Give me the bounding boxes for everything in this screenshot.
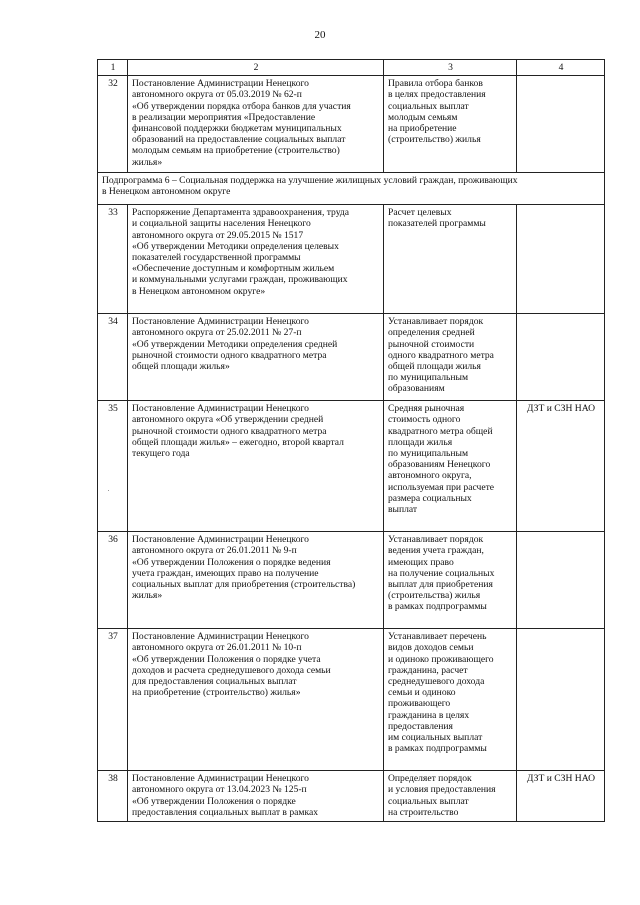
- description-line: в рамках подпрограммы: [388, 601, 487, 613]
- responsible-organization: [517, 76, 605, 173]
- document-line: для предоставления социальных выплат: [132, 676, 297, 688]
- description-line: выплат для приобретения: [388, 579, 493, 591]
- description-line: гражданина в целях: [388, 709, 470, 721]
- row-number: 35: [98, 401, 128, 532]
- subprogram-line: в Ненецком автономном округе: [102, 186, 231, 198]
- document-line: текущего года: [132, 448, 190, 460]
- description-line: Устанавливает перечень: [388, 631, 487, 643]
- description-cell: [384, 771, 517, 822]
- document-line: жилья»: [132, 590, 163, 602]
- description-line: Устанавливает порядок: [388, 534, 484, 546]
- document-line: на приобретение (строительство) жилья»: [132, 687, 301, 699]
- row-number: 33: [98, 205, 128, 314]
- responsible-organization: [517, 314, 605, 401]
- subprogram-line: Подпрограмма 6 – Социальная поддержка на улучшение жилищных условий граждан, проживающих: [102, 175, 518, 187]
- document-line: автономного округа от 29.05.2015 № 1517: [132, 229, 304, 241]
- header-col-3: 3: [384, 60, 517, 76]
- document-line: автономного округа от 26.01.2011 № 9-п: [132, 545, 297, 557]
- description-line: гражданина, расчет: [388, 664, 468, 676]
- description-line: Определяет порядок: [388, 773, 472, 785]
- document-line: показателей государственной программы: [132, 252, 301, 264]
- description-line: определения средней: [388, 327, 475, 339]
- description-line: образованиям: [388, 383, 445, 395]
- document-line: рыночной стоимости одного квадратного метра: [132, 425, 327, 437]
- description-cell: [384, 314, 517, 401]
- document-cell: [128, 629, 384, 771]
- document-line: Распоряжение Департамента здравоохранения, труда: [132, 207, 350, 219]
- description-line: видов доходов семьи: [388, 642, 474, 654]
- page-number: 20: [314, 29, 326, 41]
- document-line: «Об утверждении порядка отбора банков для участия: [132, 100, 351, 112]
- description-line: Устанавливает порядок: [388, 316, 484, 328]
- description-line: и условия предоставления: [388, 784, 496, 796]
- description-cell: [384, 205, 517, 314]
- description-line: предоставления: [388, 720, 453, 732]
- description-line: ведения учета граждан,: [388, 545, 484, 557]
- header-row: [98, 60, 605, 76]
- document-line: «Об утверждении Методики определения целевых: [132, 240, 339, 252]
- description-line: на получение социальных: [388, 567, 495, 579]
- description-line: Правила отбора банков: [388, 78, 483, 90]
- responsible-organization: ДЗТ и СЗН НАО: [517, 401, 605, 532]
- row-number: 37: [98, 629, 128, 771]
- table-row: [98, 76, 605, 173]
- document-line: автономного округа от 13.04.2023 № 125-п: [132, 784, 307, 796]
- document-cell: [128, 532, 384, 629]
- description-line: по муниципальным: [388, 448, 469, 460]
- table-row: [98, 314, 605, 401]
- description-line: в рамках подпрограммы: [388, 743, 487, 755]
- table-row: [98, 532, 605, 629]
- description-line: в целях предоставления: [388, 89, 486, 101]
- description-line: проживающего: [388, 698, 451, 710]
- table-row: [98, 401, 605, 532]
- scan-speck: [108, 490, 109, 491]
- document-line: общей площади жилья»: [132, 361, 230, 373]
- document-line: в Ненецком автономном округе»: [132, 285, 266, 297]
- document-line: Постановление Администрации Ненецкого: [132, 534, 309, 546]
- document-line: в реализации мероприятия «Предоставление: [132, 111, 316, 123]
- description-cell: [384, 532, 517, 629]
- description-line: и одиноко проживающего: [388, 653, 494, 665]
- description-line: социальных выплат: [388, 100, 469, 112]
- description-line: среднедушевого дохода: [388, 676, 485, 688]
- description-line: площади жилья: [388, 436, 453, 448]
- responsible-organization: [517, 205, 605, 314]
- description-line: стоимость одного: [388, 414, 461, 426]
- row-number: 38: [98, 771, 128, 822]
- document-line: «Обеспечение доступным и комфортным жильем: [132, 263, 335, 275]
- description-line: Расчет целевых: [388, 207, 452, 219]
- description-line: им социальных выплат: [388, 732, 483, 744]
- document-line: автономного округа от 05.03.2019 № 62-п: [132, 89, 302, 101]
- description-line: рыночной стоимости: [388, 338, 475, 350]
- row-number: 36: [98, 532, 128, 629]
- document-line: доходов и расчета среднедушевого дохода семьи: [132, 664, 331, 676]
- document-line: жилья»: [132, 156, 163, 168]
- document-line: учета граждан, имеющих право на получение: [132, 567, 319, 579]
- document-line: автономного округа от 25.02.2011 № 27-п: [132, 327, 302, 339]
- regulations-table: [97, 59, 605, 822]
- document-line: автономного округа «Об утверждении средней: [132, 414, 324, 426]
- responsible-organization: [517, 532, 605, 629]
- table-body: [98, 60, 605, 822]
- header-col-1: 1: [98, 60, 128, 76]
- document-line: «Об утверждении Положения о порядке: [132, 795, 296, 807]
- document-line: и коммунальными услугами граждан, проживающих: [132, 274, 348, 286]
- description-cell: [384, 401, 517, 532]
- description-line: молодым семьям: [388, 111, 458, 123]
- description-line: Средняя рыночная: [388, 403, 465, 415]
- document-line: автономного округа от 26.01.2011 № 10-п: [132, 642, 302, 654]
- description-line: показателей программы: [388, 218, 486, 230]
- description-line: на строительство: [388, 806, 459, 818]
- responsible-organization: ДЗТ и СЗН НАО: [517, 771, 605, 822]
- header-col-2: 2: [128, 60, 384, 76]
- description-line: общей площади жилья: [388, 361, 481, 373]
- document-line: «Об утверждении Методики определения средней: [132, 338, 338, 350]
- description-line: квадратного метра общей: [388, 425, 493, 437]
- subprogram-title: [98, 173, 605, 205]
- document-line: рыночной стоимости одного квадратного метра: [132, 349, 327, 361]
- document-line: общей площади жилья» – ежегодно, второй квартал: [132, 436, 344, 448]
- responsible-organization: [517, 629, 605, 771]
- document-line: «Об утверждении Положения о порядке ведения: [132, 556, 331, 568]
- description-line: одного квадратного метра: [388, 349, 494, 361]
- table-row: [98, 205, 605, 314]
- description-line: социальных выплат: [388, 795, 469, 807]
- table-row: [98, 629, 605, 771]
- description-cell: [384, 76, 517, 173]
- document-line: молодым семьям на приобретение (строительство): [132, 145, 340, 157]
- description-line: выплат: [388, 504, 418, 516]
- document-cell: [128, 771, 384, 822]
- document-cell: [128, 314, 384, 401]
- description-cell: [384, 629, 517, 771]
- description-line: имеющих право: [388, 556, 454, 568]
- document-line: Постановление Администрации Ненецкого: [132, 773, 309, 785]
- description-line: (строительство) жилья: [388, 134, 481, 146]
- header-col-4: 4: [517, 60, 605, 76]
- table-row: [98, 771, 605, 822]
- subprogram-row: [98, 173, 605, 205]
- description-line: семьи и одиноко: [388, 687, 456, 699]
- document-cell: [128, 205, 384, 314]
- description-line: используемая при расчете: [388, 481, 495, 493]
- description-line: (строительства) жилья: [388, 590, 481, 602]
- description-line: по муниципальным: [388, 372, 469, 384]
- document-line: Постановление Администрации Ненецкого: [132, 316, 309, 328]
- document-line: Постановление Администрации Ненецкого: [132, 403, 309, 415]
- document-line: финансовой поддержки бюджетам муниципальных: [132, 123, 342, 135]
- document-cell: [128, 401, 384, 532]
- document-line: Постановление Администрации Ненецкого: [132, 78, 309, 90]
- description-line: размера социальных: [388, 492, 472, 504]
- document-line: образований на предоставление социальных выплат: [132, 134, 346, 146]
- document-line: «Об утверждении Положения о порядке учета: [132, 653, 321, 665]
- document-line: и социальной защиты населения Ненецкого: [132, 218, 311, 230]
- document-line: предоставления социальных выплат в рамках: [132, 806, 319, 818]
- description-line: на приобретение: [388, 123, 457, 135]
- document-cell: [128, 76, 384, 173]
- document-line: социальных выплат для приобретения (строительства): [132, 579, 356, 591]
- document-line: Постановление Администрации Ненецкого: [132, 631, 309, 643]
- description-line: образованиям Ненецкого: [388, 459, 491, 471]
- row-number: 34: [98, 314, 128, 401]
- row-number: 32: [98, 76, 128, 173]
- description-line: автономного округа,: [388, 470, 472, 482]
